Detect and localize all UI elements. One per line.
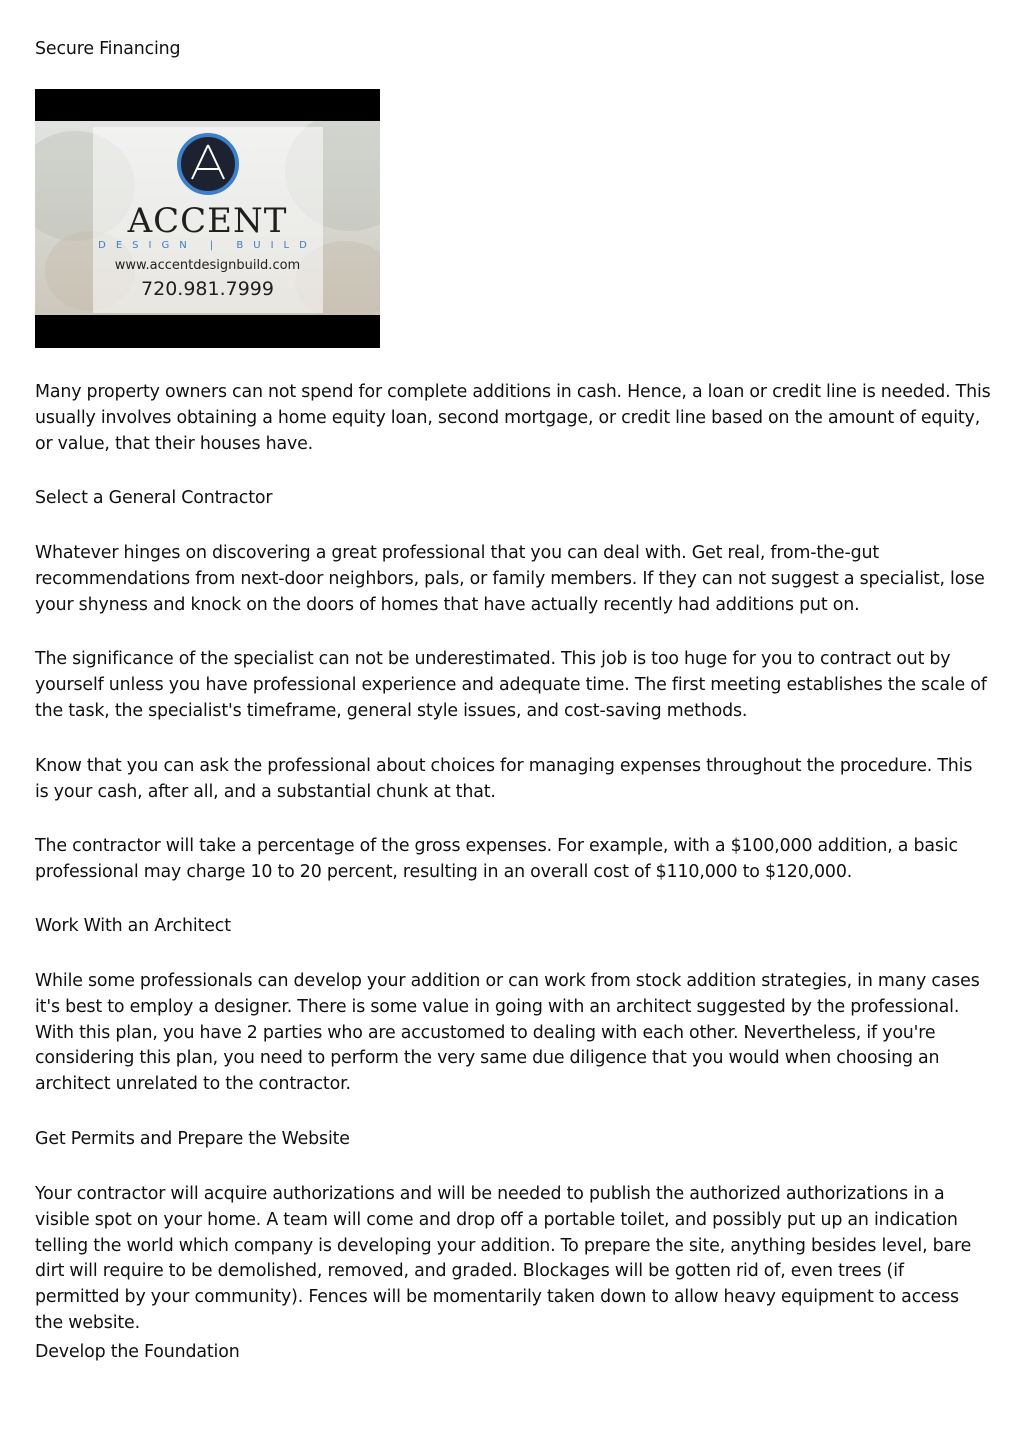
paragraph-contractor-1: Whatever hinges on discovering a great professional that you can deal with. Get real, from-the-gut recommendations from next-door neighbors, pals, or family members. If they can not suggest a specialist, lose your shyness and knock on the doors of homes that have actually recently had additions put on. [35,543,985,615]
heading-get-permits: Get Permits and Prepare the Website [35,1129,350,1149]
paragraph-contractor-2: The significance of the specialist can not be underestimated. This job is too huge for you to contract out by yourself unless you have professional experience and adequate time. The first meeting establishes the scale of the task, the specialist's timeframe, general style issues, and cost-saving methods. [35,649,987,721]
brand-tagline: DESIGN | BUILD [98,240,317,251]
paragraph-contractor-3: Know that you can ask the professional about choices for managing expenses throughout the procedure. This is your cash, after all, and a substantial chunk at that. [35,756,973,802]
paragraph-financing: Many property owners can not spend for complete additions in cash. Hence, a loan or credit line is needed. This usually involves obtaining a home equity loan, second mortgage, or credit line based on the amount of equity, or value, that their houses have. [35,382,991,454]
brand-name: ACCENT [127,201,288,241]
heading-select-contractor: Select a General Contractor [35,488,273,508]
paragraph-permits: Your contractor will acquire authorizations and will be needed to publish the authorized authorizations in a visible spot on your home. A team will come and drop off a portable toilet, and possibly put up an indication telling the world which company is developing your addition. To prepare the site, anything besides level, bare dirt will require to be demolished, removed, and graded. Blockages will be gotten rid of, even trees (if permitted by your community). Fences will be momentarily taken down to allow heavy equipment to access the website. [35,1184,972,1333]
heading-develop-foundation: Develop the Foundation [35,1342,240,1362]
brand-website: www.accentdesignbuild.com [114,258,301,273]
heading-work-architect: Work With an Architect [35,916,231,936]
video-thumbnail [35,121,380,315]
video-embed[interactable] [35,89,380,348]
paragraph-architect: While some professionals can develop your addition or can work from stock addition strategies, in many cases it's best to employ a designer. There is some value in going with an architect suggested by the professional. With this plan, you have 2 parties who are accustomed to dealing with each other. Nevertheless, if you're considering this plan, you need to perform the very same due diligence that you would when choosing an architect unrelated to the contractor. [35,971,980,1095]
brand-phone: 720.981.7999 [141,278,274,300]
paragraph-contractor-4: The contractor will take a percentage of the gross expenses. For example, with a $100,000 addition, a basic professional may charge 10 to 20 percent, resulting in an overall cost of $110,000 to $120,000. [35,836,958,882]
heading-secure-financing: Secure Financing [35,39,181,59]
accent-logo-icon [177,133,239,195]
